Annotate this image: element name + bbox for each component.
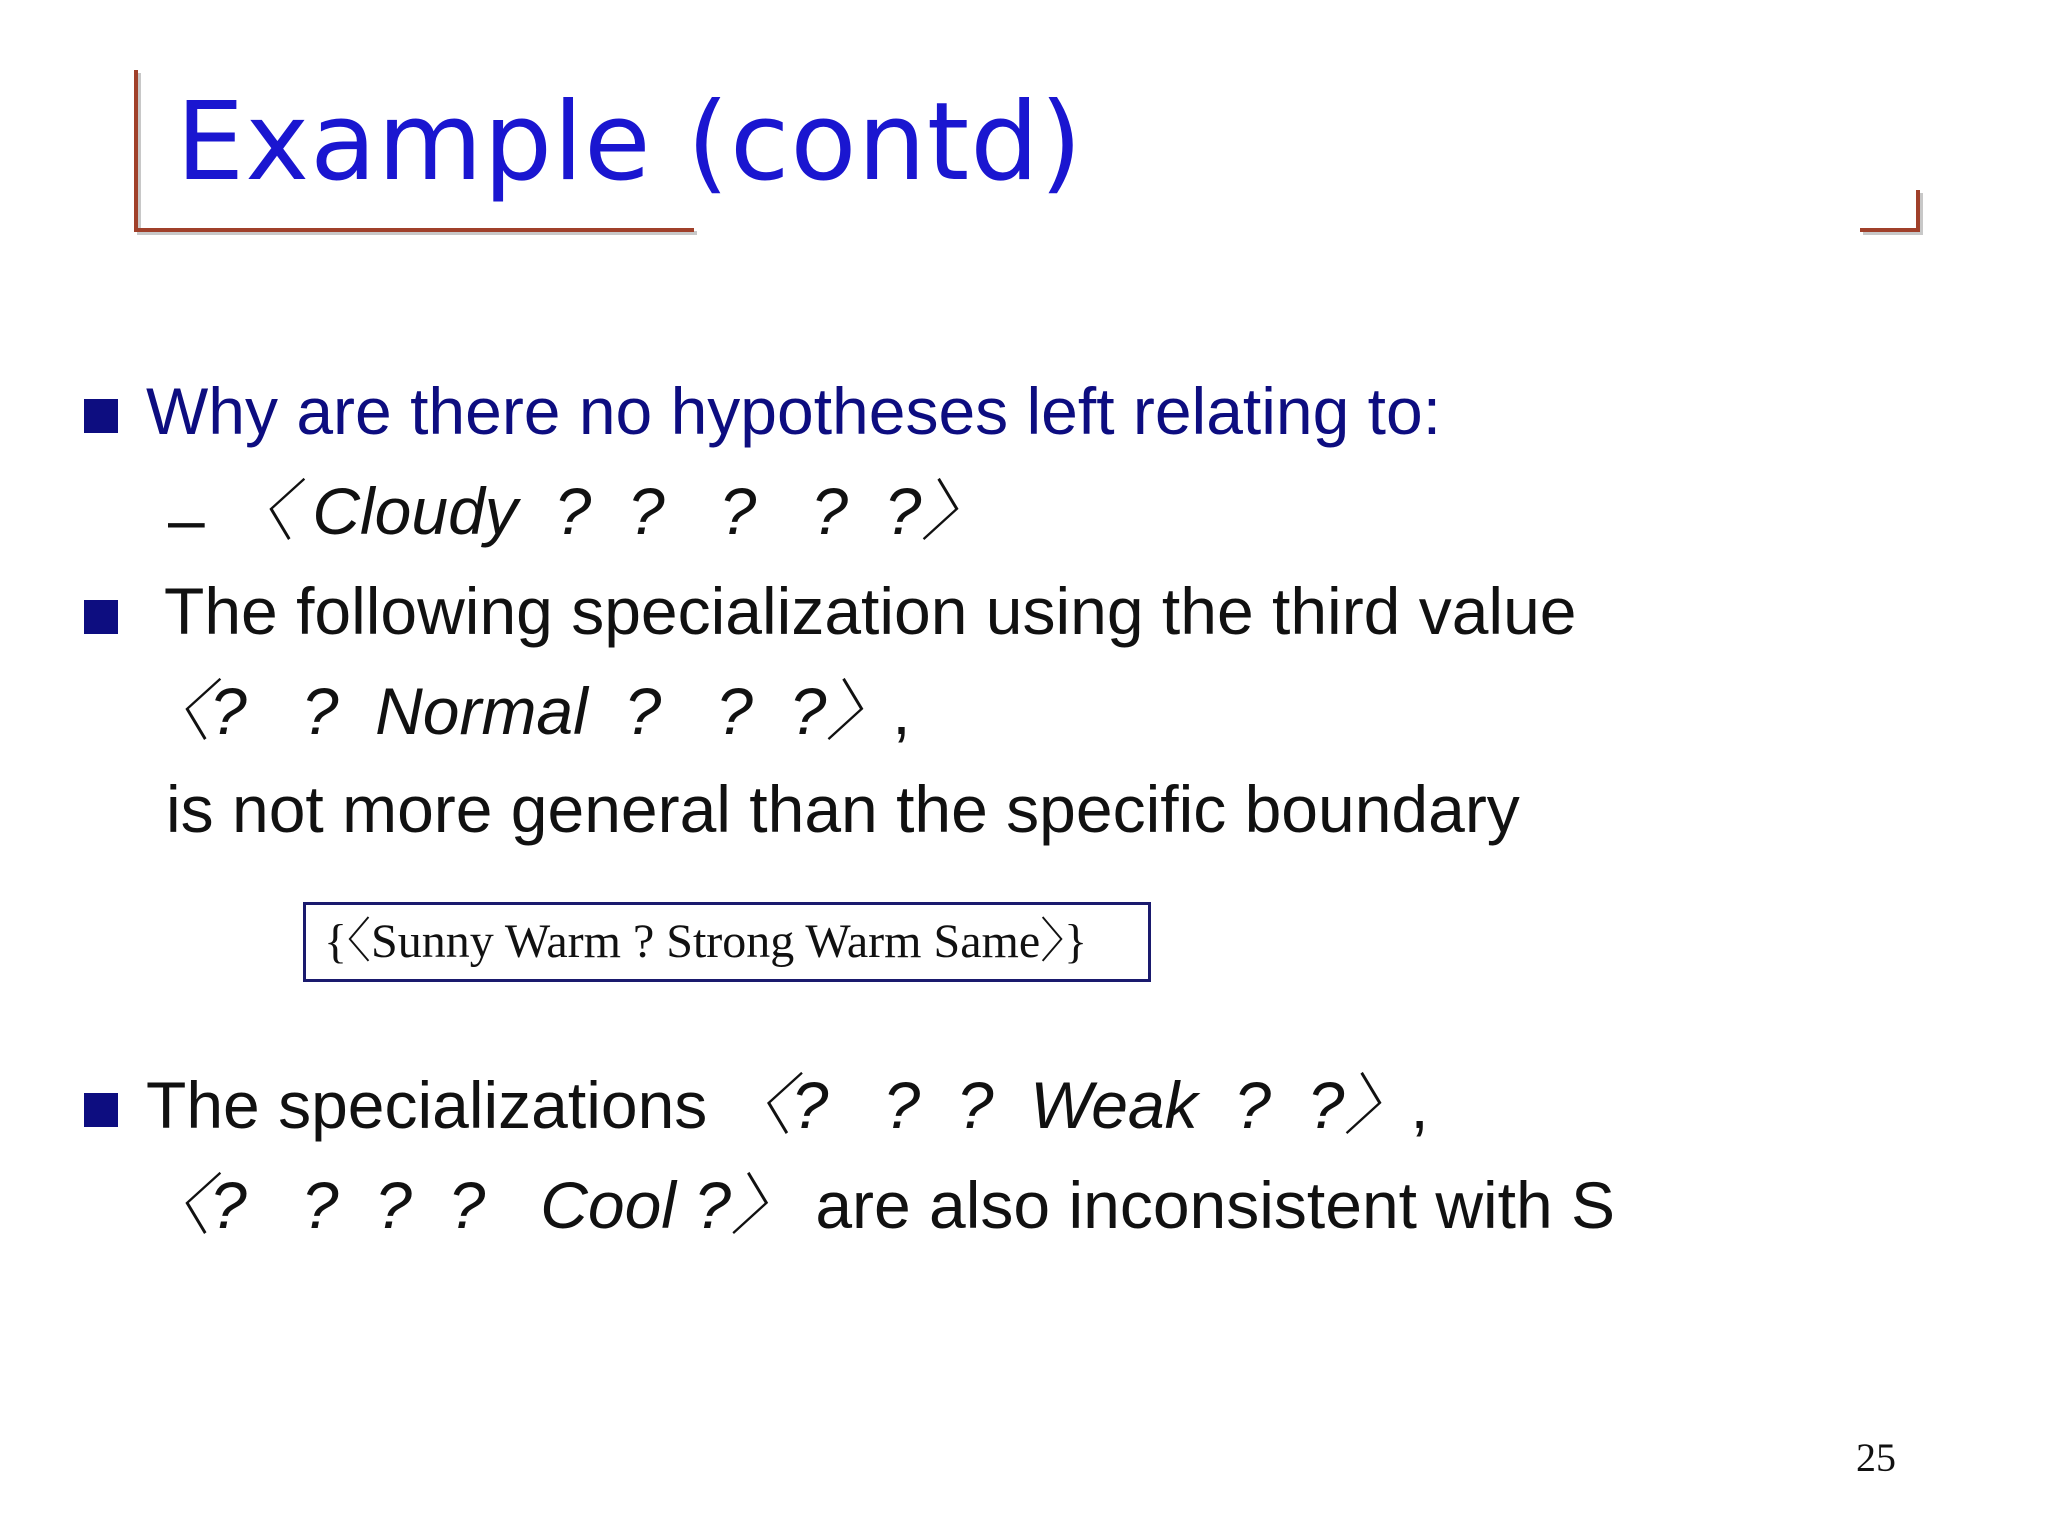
hypothesis-normal: 〈? ? Normal ? ? ?〉 [144,674,893,748]
title-frame-right-corner-vertical [1916,190,1920,232]
bullet-square-icon [84,1093,118,1127]
hypothesis-cool: 〈? ? ? ? Cool ?〉 [144,1168,797,1242]
page-number: 25 [1856,1435,1896,1480]
bullet-3-prefix: The specializations [146,1068,726,1142]
hypothesis-normal-line [144,674,911,748]
title-frame-right-corner-horizontal [1860,228,1920,232]
specific-boundary-text: {〈Sunny Warm ? Strong Warm Same〉} [324,915,1088,968]
bullet-3-suffix: are also inconsistent with S [796,1168,1616,1242]
bullet-3-line-1 [146,1068,1429,1142]
sub-bullet-dash: – [168,482,205,556]
sub-bullet-hypothesis-cloudy: 〈 Cloudy ? ? ? ? ?〉 [228,474,988,548]
hypothesis-normal-comma: , [892,674,911,748]
bullet-1-text: Why are there no hypotheses left relating to: [146,374,1442,448]
title-frame-left-line [134,70,138,232]
bullet-square-icon [84,600,118,634]
bullet-3-line-2 [144,1168,1616,1242]
bullet-square-icon [84,399,118,433]
hypothesis-weak-comma: , [1410,1068,1429,1142]
bullet-2-continuation: is not more general than the specific boundary [166,772,1520,846]
hypothesis-weak: 〈? ? ? Weak ? ?〉 [725,1068,1411,1142]
slide-title: Example (contd) [176,80,1083,205]
bullet-2-text: The following specialization using the third value [164,574,1577,648]
title-frame-bottom-line [134,228,694,232]
